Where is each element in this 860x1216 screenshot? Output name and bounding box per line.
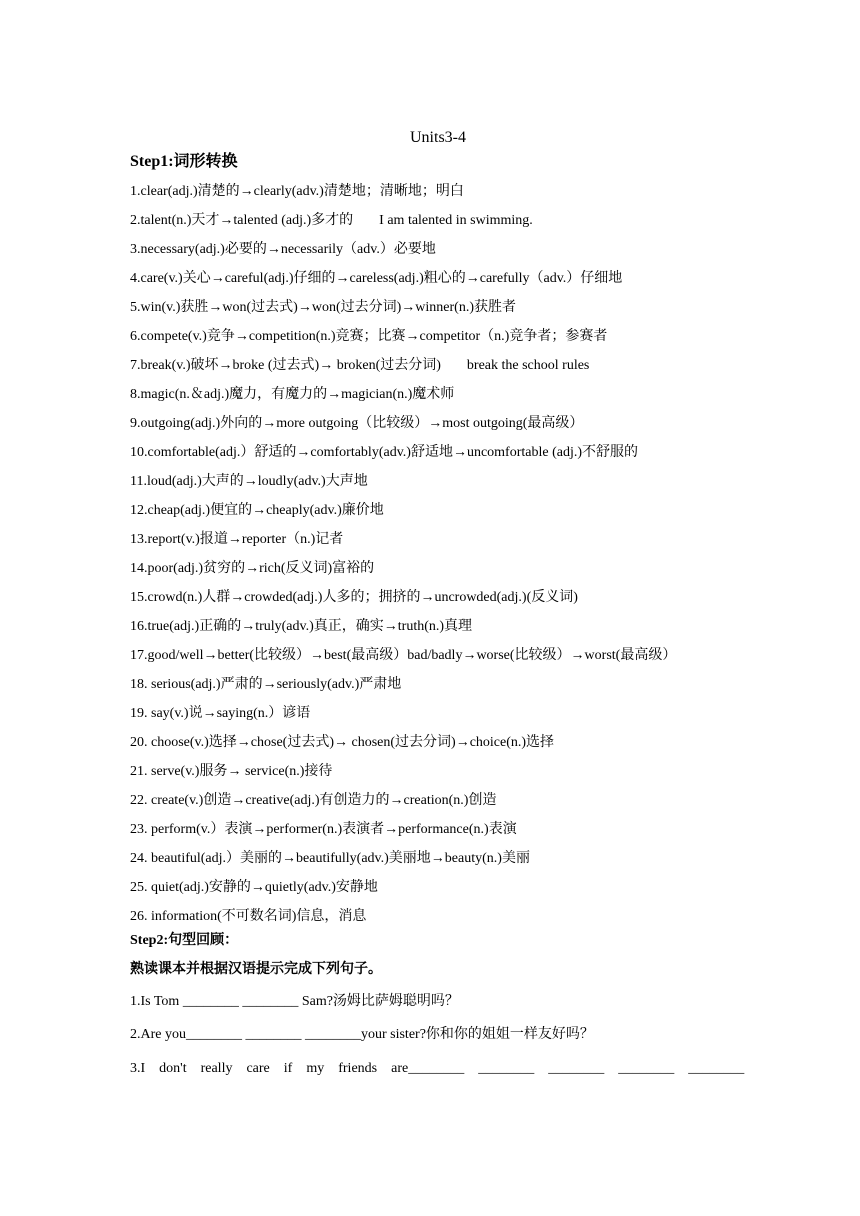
list-item: 20. choose(v.)选择→chose(过去式)→ chosen(过去分词)→choice(n.)选择 <box>130 735 555 750</box>
list-item: 16.true(adj.)正确的→truly(adv.)真正，确实→truth(n.)真理 <box>130 619 473 634</box>
document-title: Units3-4 <box>410 129 466 146</box>
step2-heading: Step2:句型回顾： <box>130 933 239 948</box>
list-item: 8.magic(n.＆adj.)魔力，有魔力的→magician(n.)魔术师 <box>130 387 455 402</box>
list-item: 14.poor(adj.)贫穷的→rich(反义词)富裕的 <box>130 561 375 576</box>
list-item: 21. serve(v.)服务→ service(n.)接待 <box>130 764 333 779</box>
list-item: 10.comfortable(adj.）舒适的→comfortably(adv.)舒适地→uncomfortable (adj.)不舒服的 <box>130 445 639 460</box>
list-item: 4.care(v.)关心→careful(adj.)仔细的→careless(adj.)粗心的→carefully（adv.）仔细地 <box>130 271 623 286</box>
list-item: 6.compete(v.)竞争→competition(n.)竞赛；比赛→competitor（n.)竞争者；参赛者 <box>130 329 608 344</box>
list-item: 19. say(v.)说→saying(n.）谚语 <box>130 706 311 721</box>
list-item: 7.break(v.)破坏→broke (过去式)→ broken(过去分词) break the school rules <box>130 358 590 373</box>
list-item: 2.talent(n.)天才→talented (adj.)多才的 I am talented in swimming. <box>130 213 533 228</box>
list-item: 17.good/well→better(比较级）→best(最高级）bad/badly→worse(比较级）→worst(最高级） <box>130 648 677 663</box>
item-example: break the school rules <box>466 358 590 373</box>
list-item: 25. quiet(adj.)安静的→quietly(adv.)安静地 <box>130 880 378 895</box>
list-item: 5.win(v.)获胜→won(过去式)→won(过去分词)→winner(n.)获胜者 <box>130 300 516 315</box>
list-item: 1.clear(adj.)清楚的→clearly(adv.)清楚地；清晰地；明白 <box>130 184 464 199</box>
list-item: 12.cheap(adj.)便宜的→cheaply(adv.)廉价地 <box>130 503 384 518</box>
word-form-list <box>130 182 676 936</box>
list-item: 24. beautiful(adj.）美丽的→beautifully(adv.)美丽地→beauty(n.)美丽 <box>130 851 530 866</box>
list-item: 15.crowd(n.)人群→crowded(adj.)人多的；拥挤的→uncrowded(adj.)(反义词) <box>130 590 578 605</box>
sentence-1: 1.Is Tom ________ ________ Sam?汤姆比萨姆聪明吗？ <box>130 994 459 1009</box>
item-example: I am talented in swimming. <box>379 213 533 228</box>
list-item: 18. serious(adj.)严肃的→seriously(adv.)严肃地 <box>130 677 402 692</box>
list-item: 9.outgoing(adj.)外向的→more outgoing（比较级）→most outgoing(最高级） <box>130 416 584 431</box>
list-item: 22. create(v.)创造→creative(adj.)有创造力的→creation(n.)创造 <box>130 793 497 808</box>
sentence-2: 2.Are you________ ________ ________your sister?你和你的姐姐一样友好吗？ <box>130 1027 594 1042</box>
list-item: 23. perform(v.）表演→performer(n.)表演者→performance(n.)表演 <box>130 822 517 837</box>
sentence-3: 3.I don't really care if my friends are________ ________ ________ ________ ________ <box>130 1061 745 1076</box>
instruction-text: 熟读课本并根据汉语提示完成下列句子。 <box>130 962 382 977</box>
list-item: 11.loud(adj.)大声的→loudly(adv.)大声地 <box>130 474 368 489</box>
list-item: 3.necessary(adj.)必要的→necessarily（adv.）必要地 <box>130 242 436 257</box>
list-item: 13.report(v.)报道→reporter（n.)记者 <box>130 532 344 547</box>
step1-heading: Step1:词形转换 <box>130 153 238 170</box>
list-item: 26. information(不可数名词)信息，消息 <box>130 909 367 924</box>
